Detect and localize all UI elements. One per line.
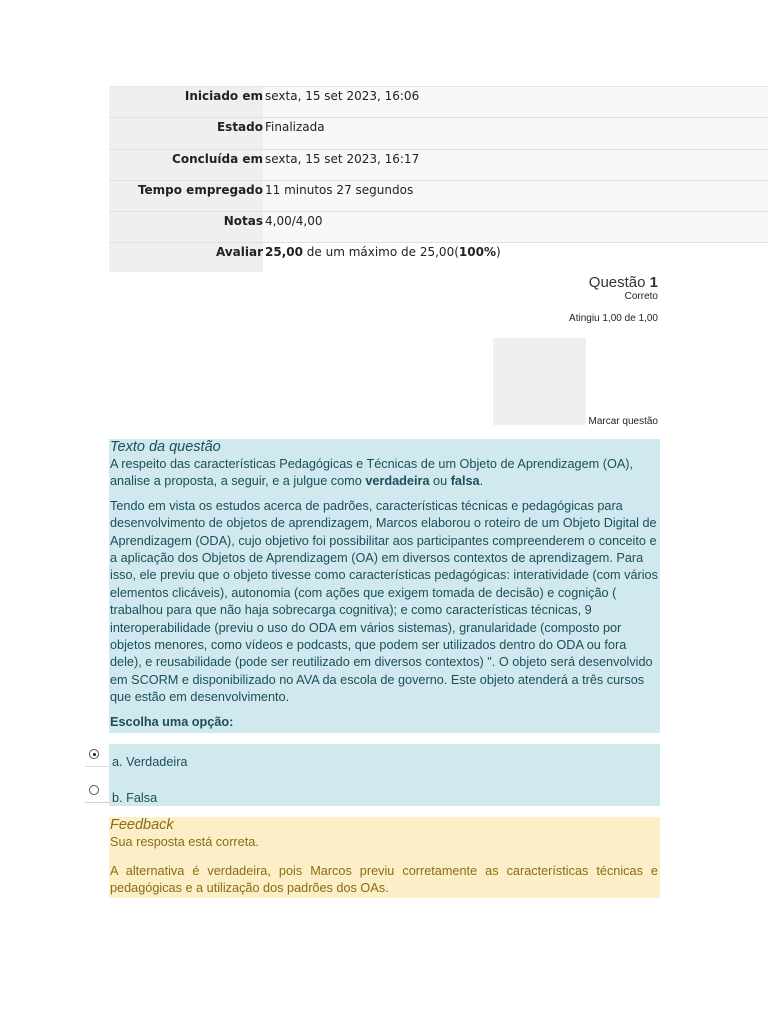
summary-value: sexta, 15 set 2023, 16:17 bbox=[263, 150, 768, 180]
summary-value: Finalizada bbox=[263, 118, 768, 148]
option-a-label[interactable]: a. Verdadeira bbox=[112, 755, 188, 769]
choose-option-prompt: Escolha uma opção: bbox=[110, 714, 234, 729]
question-intro bbox=[110, 456, 658, 491]
option-a-radio[interactable] bbox=[85, 744, 112, 767]
intro-or: ou bbox=[429, 474, 451, 489]
feedback-explanation: A alternativa é verdadeira, pois Marcos previu corretamente as características técnicas e pedagógicas e a utilização dos padrões dos OAs. bbox=[110, 864, 658, 895]
summary-label: Concluída em bbox=[109, 150, 263, 180]
summary-label: Notas bbox=[109, 212, 263, 242]
summary-row-marks bbox=[109, 211, 768, 242]
summary-row-completed bbox=[109, 149, 768, 180]
radio-empty-icon bbox=[89, 785, 99, 795]
feedback-heading: Feedback bbox=[110, 817, 174, 833]
grade-max: de um máximo de 25,00( bbox=[302, 245, 459, 260]
intro-true: verdadeira bbox=[365, 474, 430, 489]
summary-label: Tempo empregado bbox=[109, 181, 263, 211]
summary-row-time-taken bbox=[109, 180, 768, 211]
summary-value: sexta, 15 set 2023, 16:06 bbox=[263, 87, 768, 117]
summary-label: Avaliar bbox=[109, 243, 263, 272]
summary-row-grade bbox=[109, 242, 768, 272]
grade-score: 25,00 bbox=[265, 245, 303, 260]
grade-percent: 100% bbox=[458, 245, 496, 260]
intro-text: A respeito das características Pedagógicas e Técnicas de um Objeto de Aprendizagem (OA), analise a proposta, a seguir, e a julgue como bbox=[110, 457, 634, 489]
summary-value bbox=[263, 243, 768, 272]
question-number-value: 1 bbox=[649, 274, 658, 291]
question-prefix: Questão bbox=[588, 274, 650, 291]
question-state: Correto bbox=[624, 291, 658, 302]
summary-row-state bbox=[109, 117, 768, 148]
flag-icon[interactable] bbox=[493, 338, 586, 425]
question-text-panel bbox=[109, 439, 660, 733]
intro-end: . bbox=[479, 474, 484, 489]
summary-label: Iniciado em bbox=[109, 87, 263, 117]
feedback-result: Sua resposta está correta. bbox=[110, 835, 259, 849]
summary-row-started bbox=[109, 86, 768, 117]
flag-question-link[interactable]: Marcar questão bbox=[588, 416, 658, 427]
question-text-heading: Texto da questão bbox=[110, 439, 221, 455]
question-grade: Atingiu 1,00 de 1,00 bbox=[569, 313, 658, 324]
summary-value: 11 minutos 27 segundos bbox=[263, 181, 768, 211]
question-body: Tendo em vista os estudos acerca de padrões, características técnicas e pedagógicas para desenvolvimento de objetos de aprendizagem, Marcos elaborou o roteiro de um Objeto Digital de Aprendizagem (ODA), cujo objetivo foi possibilitar aos participantes compreenderem o conceito e a aplicação dos Objetos de Aprendizagem (OA) em diversos contextos de aprendizagem. Para isso, ele previu que o objeto tivesse como características pedagógicas: interatividade (com vários elementos clicáveis), autonomia (com ações que exigem tomada de decisão) e cognição ( trabalhou para que não haja sobrecarga cognitiva); e como características técnicas, 9 interoperabilidade (previu o uso do ODA em vários sistemas), granularidade (composto por objetos menores, como vídeos e podcasts, que podem ser utilizados dentro do ODA ou fora dele), e reusabilidade (pode ser reutilizado em diversos contextos) ". O objeto será desenvolvido em SCORM e disponibilizado no AVA da escola de governo. Este objeto atenderá a três cursos que estão em desenvolvimento. bbox=[110, 498, 658, 705]
question-number bbox=[458, 274, 658, 291]
grade-close: ) bbox=[495, 245, 501, 260]
intro-false: falsa bbox=[450, 474, 480, 489]
feedback-panel bbox=[109, 817, 660, 898]
answer-options bbox=[109, 744, 660, 806]
summary-value: 4,00/4,00 bbox=[263, 212, 768, 242]
option-b-label[interactable]: b. Falsa bbox=[112, 791, 158, 805]
question-info bbox=[458, 274, 658, 324]
radio-selected-icon bbox=[89, 749, 99, 759]
option-b-radio[interactable] bbox=[85, 780, 112, 803]
summary-label: Estado bbox=[109, 118, 263, 148]
attempt-summary-table bbox=[109, 86, 768, 272]
